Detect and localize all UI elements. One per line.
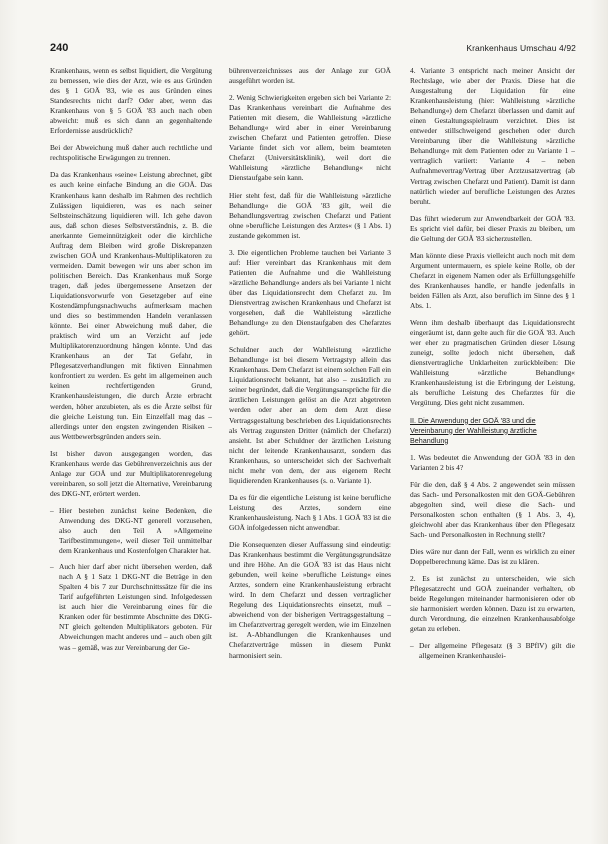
paragraph: Das führt wiederum zur Anwendbarkeit der GOÄ '83. Es spricht viel dafür, bei dieser Praxis zu bleiben, um die Geltung der GOÄ '83 sicherzustellen. <box>410 213 575 243</box>
paragraph: Krankenhaus, wenn es selbst liquidiert, die Vergütung zu bemessen, wie dies der Arzt, wie es aus Gründen des § 1 GOÄ '83, wie es aus Gründen eines Standesrechts nicht darf? Oder aber, wenn das Krankenhaus von § 5 GOÄ '83 auch nach oben abweicht: muß es sich dann an gegenhaltende Erfordernisse ausdrücklich? <box>50 66 212 136</box>
paragraph: Dies wäre nur dann der Fall, wenn es wirklich zu einer Doppelberechnung käme. Das ist zu klären. <box>410 547 575 567</box>
list-item: – Hier bestehen zunächst keine Bedenken, die Anwendung des DKG-NT generell vorzusehen, also auch den Teil A »Allgemeine Tarifbestimmungen«, weil dieser Teil unmittelbar dem Krankenhaus und Kostenfolgen Charakter hat. <box>50 506 212 556</box>
list-item: – Auch hier darf aber nicht übersehen werden, daß nach A § 1 Satz 1 DKG-NT die Beträge in den Spalten 4 bis 7 zur Durchschnittssätze für die ins Tarif aufgeführten Leistungen sind. Infolgedessen ist auch hier die Vereinbarung eines für die Kranken oder für bestimmte Abschnitte des DKG-NT gleich geltenden Multiplikators geboten. Für Abweichungen macht anderes und – auch oben gilt was – gemäß, was zur Vereinbarung der Ge- <box>50 562 212 652</box>
paragraph: bührenverzeichnisses aus der Anlage zur GOÄ ausgeführt worden ist. <box>229 66 391 86</box>
paragraph: Ist bisher davon ausgegangen worden, das Krankenhaus werde das Gebührenverzeichnis aus der Anlage zur GOÄ und zur Multiplikatorenregelung vereinbaren, so soll jetzt die Alternative, Vereinbarung des DKG-NT, erörtert werden. <box>50 448 212 498</box>
text-column-right <box>410 66 575 668</box>
dash-list <box>50 506 212 653</box>
running-header: Krankenhaus Umschau 4/92 <box>466 43 576 53</box>
paragraph: 2. Wenig Schwierigkeiten ergeben sich bei Variante 2: Das Krankenhaus vereinbart die Aufnahme des Patienten mit diesem, die Wahlleistung »ärztliche Behandlung« wird aber in einer Vereinbarung zwischen Chefarzt und Patienten getroffen. Diese Variante findet sich vor allem, beim beamteten Chefarzt (Universitätsklinik), weil dort die Wahlleistung »ärztliche Behandlung« nicht Dienstaufgabe sein kann. <box>229 93 391 183</box>
paragraph: 2. Es ist zunächst zu unterscheiden, wie sich Pflegesatzrecht und GOÄ zueinander verhalten, ob beide Regelungen miteinander harmonisieren oder ob sie harmonisiert werden können. Dazu ist zu erwarten, durch Verordnung, die einzelnen Krankenhausabfolge getan zu erleben. <box>410 574 575 634</box>
section-heading: II. Die Anwendung der GOÄ '83 und die Vereinbarung der Wahlleistung ärztliche Behandlung <box>410 415 537 445</box>
paragraph: 4. Variante 3 entspricht nach meiner Ansicht der Rechtslage, wie aber der Praxis. Diese hat die Ausgestaltung der Liquidation für eine Krankenhausleistung (hier: Wahlleistung »ärztliche Behandlung«) dem Chefarzt überlassen und damit auf einen Gestaltungsspielraum verzichtet. Dies ist entweder stillschweigend geschehen oder durch Vereinbarung über die Wahlleistung »ärztliche Behandlung« mit dem Patienten oder zu Variante 1 – vertraglich variiert: Variante 4 – neben Aufnahmevertrag/Vertrag über Arztzusatzvertrag (ab Vertrag zwischen Chefarzt und Patient). Damit ist dann natürlich wieder auf berufliche Leistungen des Arztes beruht. <box>410 66 575 206</box>
paragraph: Schuldner auch der Wahlleistung »ärztliche Behandlung« ist bei diesem Vertragstyp allein das Krankenhaus. Dem Chefarzt ist einem solchen Fall ein Liquidationsrecht bekannt, hat also – zusätzlich zu seiner begründet, daß die Vergütungsansprüche für die ärztlichen Leistungen gelöst an die Arzt abgetreten werden oder aber an dem dem Arzt diese Vertragsgestaltung beschrieben des Liquidationsrechts als Vertrag zugunsten Dritter (nämlich der Chefarzt) ansieht. Ist aber Schuldner der ärztlichen Leistung nicht der leitende Krankenhausarzt, sondern das Krankenhaus, so unterscheidet sich der Sachverhalt nicht mehr von dem, der aus eigenem Recht liquidierenden Krankenhauses (s. o. Variante 1). <box>229 345 391 485</box>
dash-list <box>410 641 575 661</box>
text-column-left <box>50 66 212 660</box>
paragraph: Die Konsequenzen dieser Auffassung sind eindeutig: Das Krankenhaus bestimmt die Vergütungsgrundsätze und ihre Höhe. An die GOÄ '83 ist das Haus nicht gebunden, weil keine »berufliche Leistung« eines Arztes, sondern eine Krankenhausleistung erbracht wird. In dem Chefarzt und dessen vertraglicher Regelung des Liquidationsrechts einsetzt, muß – abweichend von der bisherigen Vertragsgestaltung – im Chefarztvertrag geregelt werden, wie im Einzelnen ist. A-Abhandlungen die Krankenhauses und Chefarztverträge müssen in diesem Punkt harmonisiert sein. <box>229 540 391 660</box>
paragraph: Wenn ihm deshalb überhaupt das Liquidationsrecht eingeräumt ist, dann gelte auch für die GOÄ '83. Auch wer eher zu pragmatischen Gründen dieser Lösung zuneigt, sollte jedoch nicht übersehen, daß dienstvertragliche Unklarheiten zurückbleiben: Die Wahlleistung »ärztliche Behandlung« Krankenhausleistung ist die Erbringung der Leistung, als berufliche Leistung des Chefarztes für die Vergütung. Dies geht nicht zusammen. <box>410 318 575 408</box>
paragraph: Da es für die eigentliche Leistung ist keine berufliche Leistung des Arztes, sondern eine Krankenhausleistung. Nach § 1 Abs. 1 GOÄ '83 ist die GOÄ infolgedessen nicht anwendbar. <box>229 492 391 532</box>
text-column-middle <box>229 66 391 668</box>
paragraph: Für die den, daß § 4 Abs. 2 angewendet sein müssen das Sach- und Personalkosten mit den GOÄ-Gebühren abgegolten sind, weil diese die Sach- und Personalkosten schon enthalten (§ 1 Abs. 3, 4), gleichwohl aber das Krankenhaus über den Pflegesatz Sach- und Personalkosten in Rechnung stellt? <box>410 479 575 539</box>
page-number: 240 <box>50 42 69 54</box>
paragraph: 3. Die eigentlichen Probleme tauchen bei Variante 3 auf: Hier vereinbart das Krankenhaus mit dem Patienten die Aufnahme und die Wahlleistung »ärztliche Behandlung« anders als bei Variante 1 nicht über das Liquidationsrecht dem Chefarzt zu. Im Dienstvertrag zwischen Krankenhaus und Chefarzt ist vorgesehen, daß die Wahlleistung »ärztliche Behandlung« zu den Dienstaufgaben des Chefarztes gehört. <box>229 247 391 338</box>
paragraph: Man könnte diese Praxis vielleicht auch noch mit dem Argument untermauern, es spiele keine Rolle, ob der Chefarzt in eigenem Namen oder als Erfüllungsgehilfe des Krankenhauses handle, er handle jedenfalls in beiden Fällen als Arzt, also beruflich im Sinne des § 1 Abs. 1. <box>410 250 575 311</box>
list-item: – Der allgemeine Pflegesatz (§ 3 BPflV) gilt die allgemeinen Krankenhauslei- <box>410 641 575 661</box>
paragraph: Da das Krankenhaus »seine« Leistung abrechnet, gibt es auch keine einfache Bindung an die GOÄ. Das Krankenhaus kann deshalb im Rahmen des rechtlich Zulässigen liquidieren, was es nach seiner Selbsteinschätzung liquidieren will. Ich gehe davon aus, daß schon dieses Selbstverständnis, z. B. die anerkannte Gemeinnützigkeit oder die kirchliche Auftrag dem Bleiben wird große Diskrepanzen zwischen GOÄ und Krankenhaus-Multiplikatoren zu vermeiden. Damit bewegen wir uns aber schon im politischen Bereich. Das Krankenhaus muß Sorge tragen, daß jedes übergemessene Ansetzen der Liquidationsvorwurfe von Gesetzgeber auf eine Kostendämpfungsnachwuchs aufmerksam machen und dies so bestimmenden Handeln veranlassen könnte. Bei einer Abweichung muß daher, die praktisch wird um an Verzicht auf jede Multiplikatorenzuordnung hängen könnte. Und das Krankenhaus an der Tat Gefahr, in Pflegesatzverhandlungen mit fiktiven Einnahmen konfrontiert zu werden. Es geht im allgemeinen auch keinen rechtfertigenden Grund, Krankenhausleistungen, die durch Ärzte erbracht werden, höher anzubieten, als es die Ärzte selbst für die gleiche Leistung tun. Ein Einzelfall mag das – allerdings unter den engsten zwingenden Risiken – aus Wettbewerbsgründen anders sein. <box>50 170 212 441</box>
paragraph: Hier steht fest, daß für die Wahlleistung »ärztliche Behandlung« die GOÄ '83 gilt, weil die Behandlungsvertrag zwischen Chefarzt und Patient ohne »berufliche Leistungen des Arztes« (§ 1 Abs. 1) zustande gekommen ist. <box>229 190 391 240</box>
paragraph: 1. Was bedeutet die Anwendung der GOÄ '83 in den Varianten 2 bis 4? <box>410 452 575 472</box>
paragraph: Bei der Abweichung muß daher auch rechtliche und rechtspolitische Erwägungen zu trennen. <box>50 143 212 163</box>
